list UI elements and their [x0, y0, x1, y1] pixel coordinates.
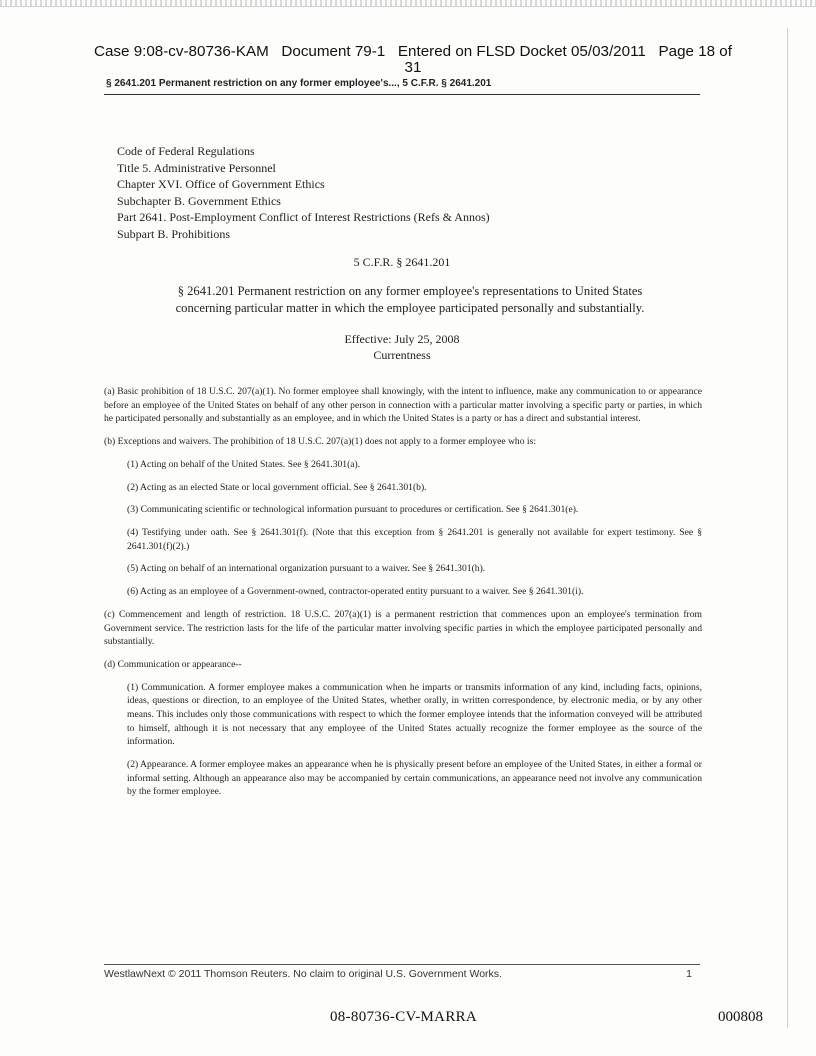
- bates-page-number: 000808: [718, 1009, 763, 1025]
- paragraph-b4: (4) Testifying under oath. See § 2641.301(f). (Note that this exception from § 2641.201 is generally not available for expert testimony. See § 2641.301(f)(2).): [127, 527, 702, 552]
- bates-case-number: 08-80736-CV-MARRA: [330, 1009, 478, 1025]
- paragraph-d: (d) Communication or appearance--: [104, 659, 242, 670]
- scan-artifact-line: [0, 6, 816, 7]
- currentness-label: Currentness: [373, 348, 431, 362]
- case-header: [78, 44, 748, 76]
- paragraph-d2: (2) Appearance. A former employee makes an appearance when he is physically present before an employee of the United States, in either a formal or informal setting. Although an appearance also may be accompanied by certain communications, an appearance need not involve any communication by the former employee.: [127, 758, 702, 798]
- effective-block: [104, 331, 700, 363]
- page-footer: [104, 968, 692, 980]
- case-header-line1: Case 9:08-cv-80736-KAM Document 79-1 Entered on FLSD Docket 05/03/2011 Page 18 of: [94, 43, 732, 60]
- effective-date: Effective: July 25, 2008: [344, 332, 460, 346]
- hierarchy-line: Title 5. Administrative Personnel: [117, 160, 276, 175]
- hierarchy-line: Code of Federal Regulations: [117, 144, 255, 158]
- paragraph-c: (c) Commencement and length of restriction. 18 U.S.C. 207(a)(1) is a permanent restriction that commences upon an employee's termination from Government service. The restriction lasts for the life of the particular matter involving specific parties in which the employee participated personally and substantially.: [104, 609, 702, 648]
- case-header-line2: 31: [404, 59, 422, 76]
- paragraph-b6: (6) Acting as an employee of a Government-owned, contractor-operated entity pursuant to a waiver. See § 2641.301(i).: [127, 586, 584, 598]
- footer-divider: [104, 964, 700, 965]
- regulation-body: [104, 385, 702, 808]
- hierarchy-line: Chapter XVI. Office of Government Ethics: [117, 177, 325, 192]
- document-title: § 2641.201 Permanent restriction on any former employee's..., 5 C.F.R. § 2641.201: [106, 78, 492, 89]
- paragraph-d1: (1) Communication. A former employee makes a communication when he imparts or transmits information of any kind, including facts, opinions, ideas, questions or direction, to an employee of the United States, whether orally, in written correspondence, by electronic media, or by any other means. This includes only those communications with respect to which the former employee intends that the information conveyed will be attributed to himself, although it is not necessary that any employee of the United States actually recognize the former employee as the source of the information.: [127, 681, 702, 748]
- title-divider: [104, 94, 700, 95]
- paragraph-b: (b) Exceptions and waivers. The prohibition of 18 U.S.C. 207(a)(1) does not apply to a former employee who is:: [104, 435, 536, 447]
- paragraph-b2: (2) Acting as an elected State or local government official. See § 2641.301(b).: [127, 481, 427, 493]
- cfr-hierarchy: [117, 143, 490, 243]
- paragraph-b5: (5) Acting on behalf of an international organization pursuant to a waiver. See § 2641.301(h).: [127, 563, 486, 575]
- footer-copyright: WestlawNext © 2011 Thomson Reuters. No claim to original U.S. Government Works.: [104, 968, 502, 980]
- hierarchy-line: Part 2641. Post-Employment Conflict of Interest Restrictions (Refs & Annos): [117, 210, 490, 225]
- paragraph-b1: (1) Acting on behalf of the United States. See § 2641.301(a).: [127, 458, 361, 470]
- footer-page-number: 1: [686, 968, 692, 980]
- hierarchy-line: Subchapter B. Government Ethics: [117, 193, 281, 208]
- section-title: § 2641.201 Permanent restriction on any former employee's representations to United States concerning particular matter in which the employee participated personally and substantially.: [175, 284, 645, 315]
- citation: 5 C.F.R. § 2641.201: [353, 255, 451, 269]
- hierarchy-line: Subpart B. Prohibitions: [117, 226, 231, 241]
- paragraph-b3: (3) Communicating scientific or technological information pursuant to procedures or certification. See § 2641.301(e).: [127, 504, 579, 516]
- paragraph-a: (a) Basic prohibition of 18 U.S.C. 207(a)(1). No former employee shall knowingly, with the intent to influence, make any communication to or appearance before an employee of the United States on behalf of any other person in connection with a particular matter involving a specific party or parties, in which he participated personally and substantially as an employee, and in which the United States is a party or has a direct and substantial interest.: [104, 386, 702, 425]
- scan-artifact-right-edge: [787, 28, 788, 1028]
